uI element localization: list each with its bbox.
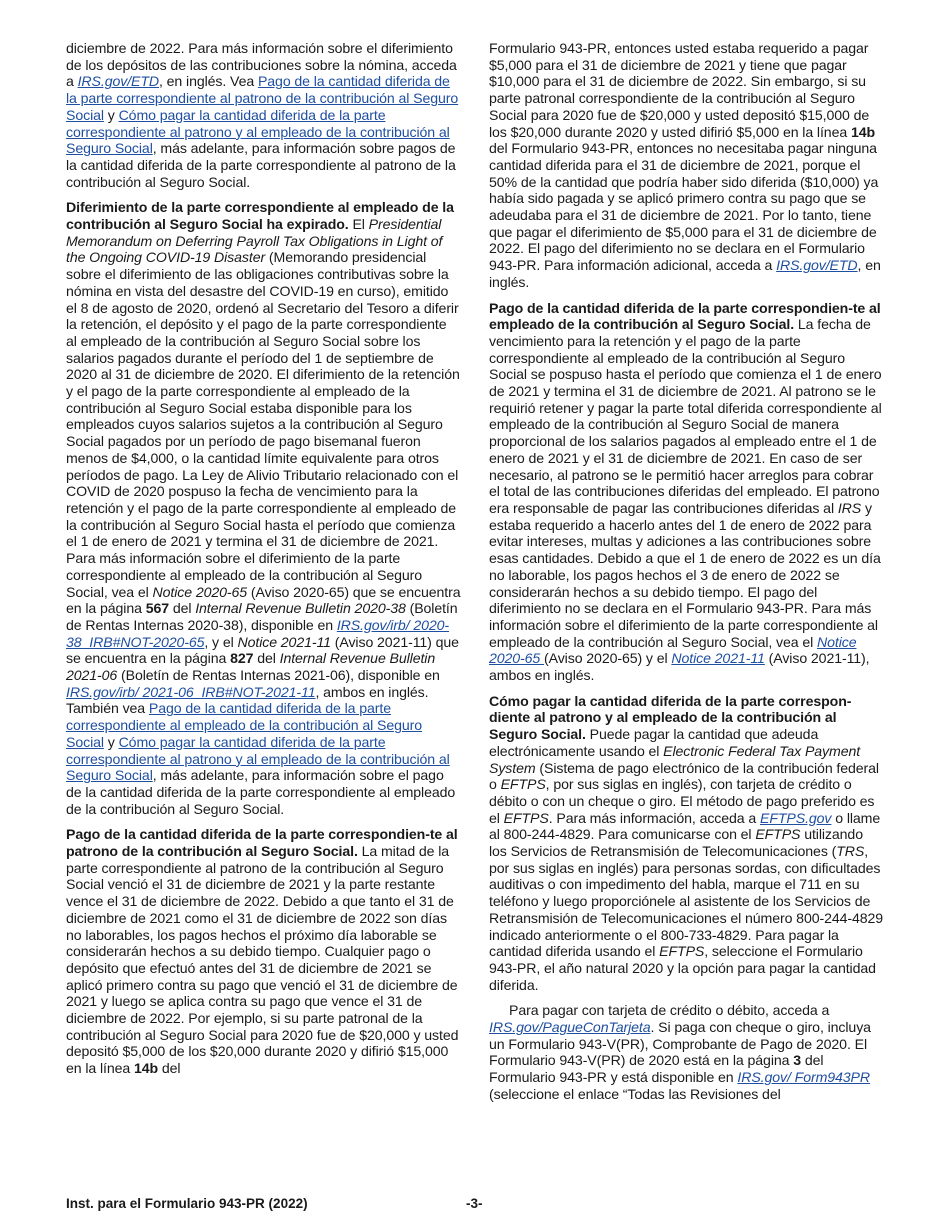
text: EFTPS	[503, 809, 549, 826]
text: del	[253, 650, 280, 667]
text: Notice 2020-65	[152, 583, 248, 600]
how-to-pay-deferral-link[interactable]: Cómo pagar la cantidad diferida de la parte correspondiente al patrono y al empleado de la contribución al Seguro Social	[66, 106, 450, 157]
text: , por sus siglas en inglés), con tarjeta de crédito o débito o con un cheque o giro. El método de pago preferido es el	[489, 776, 875, 826]
text: (Aviso 2020-65) y el	[544, 650, 672, 667]
text: del Formulario 943-PR y está disponible en	[489, 1052, 824, 1086]
text: (Boletín de Rentas Internas 2021-06), disponible en	[117, 667, 440, 684]
line-number: 14b	[850, 123, 876, 140]
section-heading: Diferimiento de la parte correspondiente al empleado de la contribución al Seguro Social ha expirado.	[66, 199, 454, 233]
notice-2021-11-link[interactable]: Notice 2021-11	[671, 650, 765, 667]
page-number: 3	[793, 1052, 801, 1069]
text: , en inglés.	[489, 257, 881, 290]
text: (Aviso 2021-11) que se encuentra en la página	[66, 633, 459, 667]
text: (Memorando presidencial sobre el diferimiento de las obligaciones contributivas sobre la nómina en vista del desastre del COVID-19 en curso), emitido el 8 de agosto de 2020, ordenó al Secretario del Tesoro a diferir la retención, el depósito y el pago de la parte correspondiente al empleado de la contribución al Seguro Social sobre los salarios pagados durante el período del 1 de septiembre de 2020 al 31 de diciembre de 2020. El diferimiento de la retención y el pago de la parte correspondiente al empleado de la contribución al Seguro Social estaba disponible para los empleados cuyos salarios sujetos a la contribución al Seguro Social pagados por un período de pago bisemanal fueron menos de $4,000, o la cantidad límite equivalente para otros períodos de pago. La Ley de Alivio Tributario relacionado con el COVID de 2020 pospuso la fecha de vencimiento para la retención y el pago de la parte correspondiente al empleado de la contribución al Seguro Social hasta el período que comienza el 1 de enero de 2021 y termina el 31 de diciembre de 2021. Para más información sobre el diferimiento de la parte correspondiente al empleado de la contribución al Seguro Social, vea el	[66, 249, 460, 600]
text: diciembre de 2022. Para más información sobre el diferimiento de los depósitos de las contribuciones sobre la nómina, acceda a	[66, 40, 457, 90]
section-heading: Pago de la cantidad diferida de la parte correspondien-te al patrono de la contribución al Seguro Social.	[66, 826, 458, 860]
irb-2020-38-link[interactable]: IRS.gov/irb/ 2020-38_IRB#NOT-2020-65	[66, 616, 450, 650]
text: utilizando los Servicios de Retransmisión de Telecomunicaciones (	[489, 826, 863, 860]
how-to-pay-deferral-link[interactable]: Cómo pagar la cantidad diferida de la parte correspondiente al patrono y al empleado de la contribución al Seguro Social	[66, 733, 450, 784]
employer-deferral-payment-link[interactable]: Pago de la cantidad diferida de la parte correspondiente al patrono de la contribución al Seguro Social	[66, 73, 459, 123]
irs-etd-link[interactable]: IRS.gov/ETD	[776, 257, 858, 274]
text: y	[103, 106, 119, 123]
paragraph-etd-intro	[66, 40, 461, 190]
text: (seleccione el enlace “Todas las Revisiones del	[489, 1085, 781, 1102]
form-title: Inst. para el Formulario 943-PR (2022)	[66, 1196, 308, 1211]
text: (Boletín de Rentas Internas 2020-38), disponible en	[66, 600, 458, 633]
text: TRS	[836, 843, 865, 860]
text: Internal Revenue Bulletin 2020-38	[195, 600, 406, 617]
page-number: 567	[145, 600, 169, 617]
irb-2021-06-link[interactable]: IRS.gov/irb/ 2021-06_IRB#NOT-2021-11	[66, 683, 316, 700]
text: (Aviso 2021-11), ambos en inglés.	[489, 650, 870, 684]
text: , seleccione el Formulario 943-PR, el año natural 2020 y la opción para pagar la cantidad diferida.	[489, 943, 876, 993]
text: EFTPS	[659, 943, 705, 960]
text: Presidential Memorandum on Deferring Payroll Tax Obligations in Light of the Ongoing COVID-19 Disaster	[66, 216, 443, 266]
text: del Formulario 943-PR, entonces no necesitaba pagar ninguna cantidad diferida para el 31 de diciembre de 2021, porque el 50% de la cantidad que podría haber sido diferida ($10,000) ya había sido pagada y se aplicó primero contra su pago que se adeudaba para el 31 de diciembre de 2021. Por lo tanto, tiene que pagar el diferimiento de $5,000 para el 31 de diciembre de 2022. El pago del diferimiento no se declara en el Formulario 943-PR. Para información adicional, acceda a	[489, 140, 879, 274]
text: del	[168, 600, 196, 617]
line-number: 14b	[133, 1060, 159, 1077]
text: , y el	[204, 633, 238, 650]
section-heading: Cómo pagar la cantidad diferida de la parte correspon-diente al patrono y al empleado de la contribución al Seguro Social.	[489, 692, 852, 743]
pague-con-tarjeta-link[interactable]: IRS.gov/PagueConTarjeta	[489, 1019, 651, 1036]
right-column	[489, 40, 884, 1112]
text: , más adelante, para información sobre pagos de la cantidad diferida de la parte correspondiente al patrono de la contribución al Seguro Social.	[66, 140, 456, 190]
text: , por sus siglas en inglés) para personas sordas, con dificultades auditivas o con impedimento del habla, marque el 711 en su teléfono y luego proporciónele al asistente de los Servicios de Retransmisión de Telecomunicaciones el número 800-244-4829 indicado anteriormente o el 800-733-4829. Para pagar la cantidad diferida usando el	[489, 843, 884, 960]
text: del	[158, 1060, 181, 1077]
paragraph-employer-deferral-payment	[66, 826, 461, 1077]
text: , más adelante, para información sobre el pago de la cantidad diferida de la parte correspondiente al empleado de la contribución al Seguro Social.	[66, 767, 456, 817]
text: . Si paga con cheque o giro, incluya un Formulario 943-V(PR), Comprobante de Pago de 2020. El Formulario 943-V(PR) de 2020 está en la página	[489, 1019, 871, 1069]
text: Formulario 943-PR, entonces usted estaba requerido a pagar $5,000 para el 31 de diciembre de 2021 y tiene que pagar $10,000 para el 31 de diciembre de 2022. Sin embargo, si su parte patronal correspondiente de la contribución al Seguro Social para 2020 fue de $20,000 y usted depositó $15,000 de los $20,000 durante 2020 y usted difirió $5,000 en la línea	[489, 40, 870, 140]
text: Notice 2021-11	[237, 633, 331, 650]
text: Electronic Federal Tax Payment System	[489, 742, 861, 776]
text: o llame al 800-244-4829. Para comunicarse con el	[489, 809, 881, 843]
paragraph-employee-deferral-expired	[66, 199, 461, 817]
paragraph-card-payment	[489, 1002, 884, 1102]
irs-etd-link[interactable]: IRS.gov/ETD	[77, 73, 160, 90]
text: La mitad de la parte correspondiente al patrono de la contribución al Seguro Social venció el 31 de diciembre de 2021 y la parte restante vence el 31 de diciembre de 2022. Debido a que tanto el 31 de diciembre de 2021 como el 31 de diciembre de 2022 son días no laborables, los pagos hechos el próximo día laborable se considerarán hechos a su debido tiempo. Cualquier pago o depósito que efectuó antes del 31 de diciembre de 2021 se aplicó primero contra su pago que venció el 31 de diciembre de 2021 y luego se aplica contra su pago que vence el 31 de diciembre de 2022. Por ejemplo, si su parte patronal de la contribución al Seguro Social para 2020 fue de $20,000 y usted depositó $5,000 de los $20,000 durante 2020 y difirió $15,000 en la línea	[66, 843, 459, 1077]
left-column	[66, 40, 461, 1086]
text: (Sistema de pago electrónico de la contribución federal o	[489, 759, 879, 793]
employee-deferral-payment-link[interactable]: Pago de la cantidad diferida de la parte correspondiente al empleado de la contribución al Seguro Social	[66, 700, 423, 750]
paragraph-employee-deferral-payment	[489, 300, 884, 684]
text: El	[352, 216, 369, 233]
text: Internal Revenue Bulletin 2021-06	[66, 650, 436, 684]
section-heading: Pago de la cantidad diferida de la parte correspondien-te al empleado de la contribución al Seguro Social.	[489, 299, 881, 333]
text: Puede pagar la cantidad que adeuda electrónicamente usando el	[489, 726, 819, 759]
text: EFTPS	[755, 826, 801, 843]
paragraph-employer-deferral-example	[489, 40, 884, 291]
text: , ambos en inglés. También vea	[66, 683, 429, 717]
text: . Para más información, acceda a	[548, 809, 760, 826]
text: y estaba requerido a hacerlo antes del 1 de enero de 2022 para evitar intereses, multas y adiciones a las contribuciones sobre esas cantidades. Debido a que el 1 de enero de 2022 es un día no laborable, los pagos hechos el 3 de enero de 2022 se considerarán hechos a su debido tiempo. El pago del diferimiento no se declara en el Formulario 943-PR. Para más información sobre el diferimiento de la parte correspondiente al empleado de la contribución al Seguro Social, vea el	[489, 499, 881, 650]
page-number: 827	[230, 650, 254, 667]
text: y	[103, 733, 119, 750]
page-number: -3-	[466, 1196, 483, 1211]
notice-2020-65-link[interactable]: Notice 2020-65	[489, 633, 857, 667]
eftps-link[interactable]: EFTPS.gov	[760, 809, 832, 826]
paragraph-how-to-pay	[489, 693, 884, 994]
text: (Aviso 2020-65) que se encuentra en la página	[66, 583, 461, 617]
text: La fecha de vencimiento para la retención y el pago de la parte correspondiente al empleado de la contribución al Seguro Social se pospuso hasta el período que comienza el 1 de enero de 2021 y termina el 31 de diciembre de 2021. Al patrono se le requirió retener y pagar la parte total diferida correspondiente al empleado de la contribución al Seguro Social de manera proporcional de los salarios pagados al empleado entre el 1 de enero de 2021 y el 31 de diciembre de 2021. En caso de ser necesario, al patrono se le permitió hacer arreglos para cobrar el total de las contribuciones diferidas del empleado. El patrono era responsable de pagar las contribuciones diferidas al	[489, 316, 882, 516]
text: , en inglés. Vea	[159, 73, 258, 90]
text: EFTPS	[500, 776, 546, 793]
form-943pr-link[interactable]: IRS.gov/ Form943PR	[737, 1069, 870, 1086]
text: Para pagar con tarjeta de crédito o débito, acceda a	[509, 1002, 830, 1019]
text: IRS	[837, 499, 862, 516]
